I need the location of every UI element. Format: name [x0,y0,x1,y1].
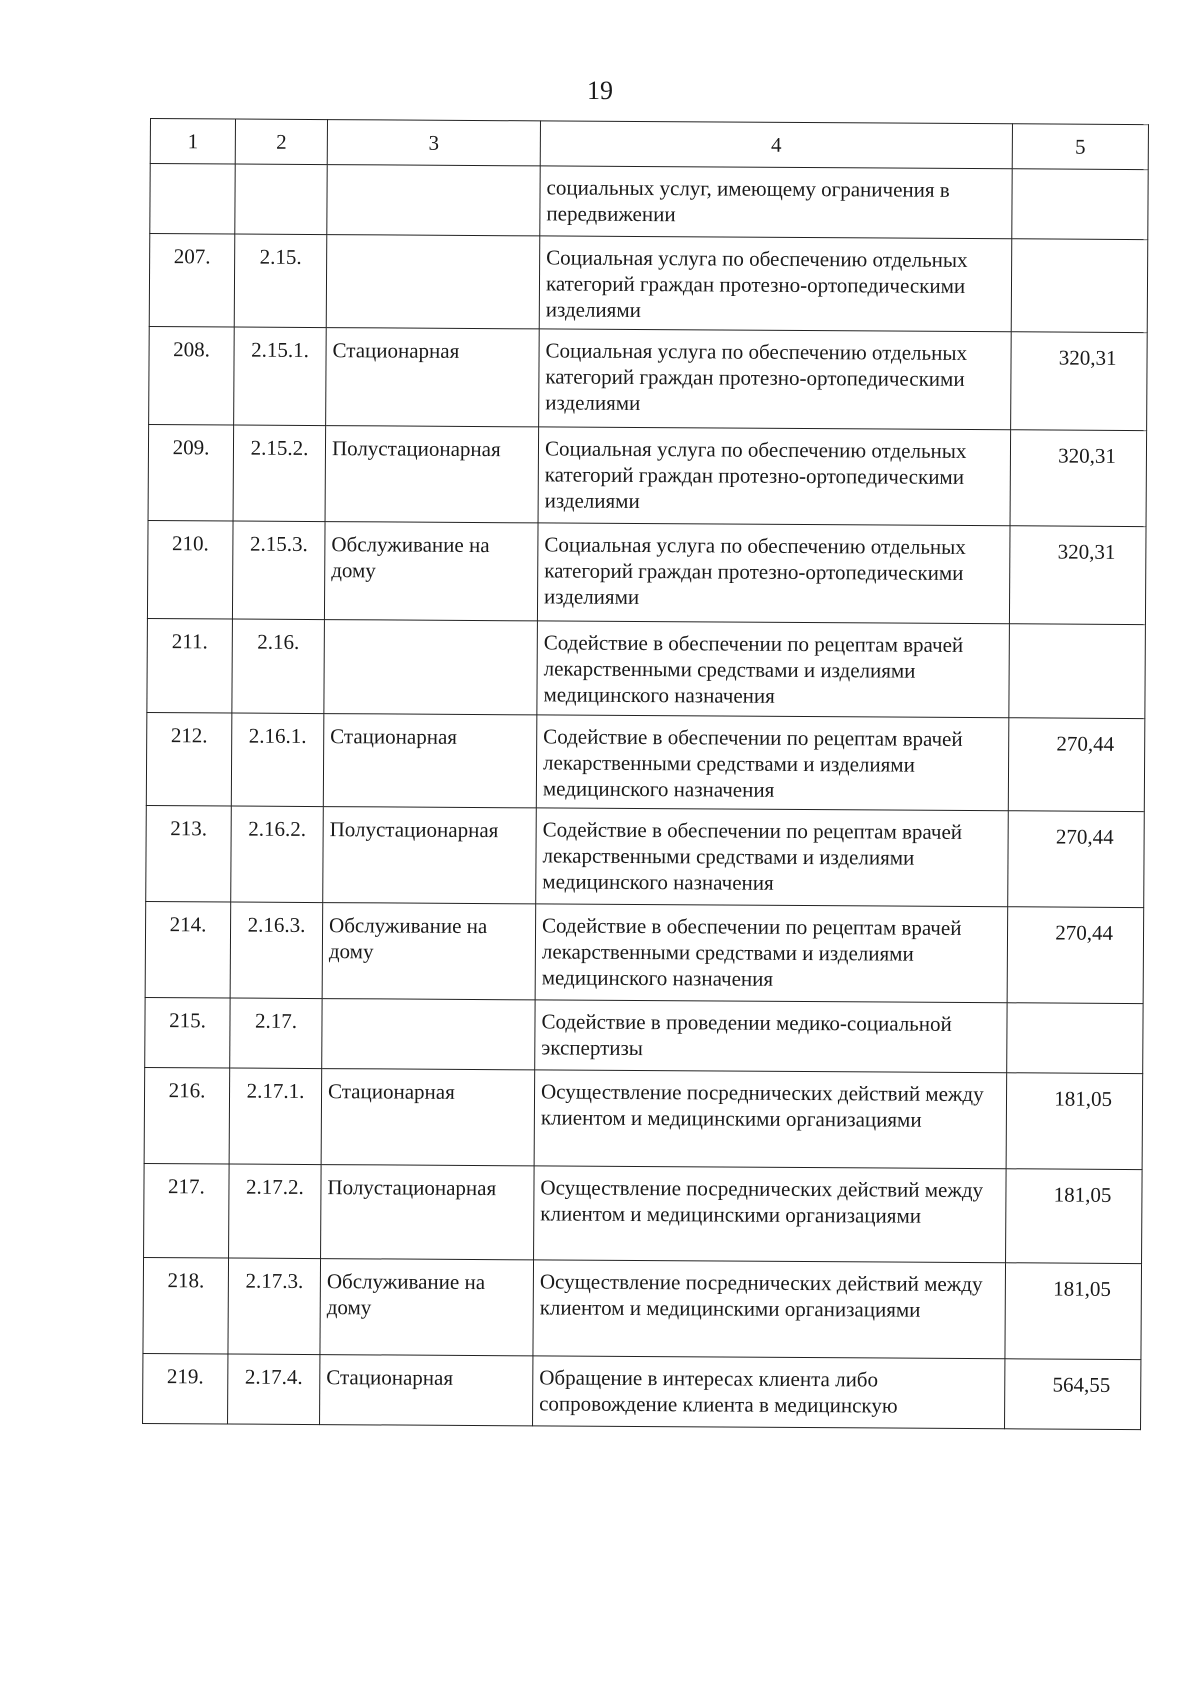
service-code: 2.17.3. [228,1258,321,1355]
row-number: 207. [149,234,235,328]
service-price [1012,169,1148,240]
service-description: Социальная услуга по обеспечению отдельных категорий граждан протезно-ортопедическими изделиями [539,329,1012,430]
service-form: Полустационарная [325,426,539,523]
column-header: 1 [150,119,235,165]
table-row [145,997,1143,1073]
table-row [148,424,1147,526]
row-number: 217. [144,1163,230,1258]
service-price: 270,44 [1008,718,1145,812]
table-row [147,618,1146,718]
service-price: 270,44 [1007,907,1144,1004]
row-number: 215. [145,997,230,1068]
row-number: 209. [148,424,234,521]
row-number: 216. [144,1067,230,1164]
table-row [150,164,1148,240]
row-number: 211. [147,618,233,713]
service-form: Стационарная [326,328,540,427]
row-number: 214. [145,901,231,998]
service-form [327,165,540,236]
table-row [143,1257,1142,1359]
service-description: Социальная услуга по обеспечению отдельных категорий граждан протезно-ортопедическими изделиями [539,236,1012,332]
service-form [324,620,538,715]
table-row [149,326,1148,430]
row-number: 212. [146,712,232,806]
service-code: 2.17.4. [228,1354,320,1425]
service-description: Осуществление посреднических действий между клиентом и медицинскими организациями [533,1260,1006,1359]
service-description: Содействие в проведении медико-социальной экспертизы [535,1000,1007,1073]
service-price [1009,624,1146,719]
service-code [235,164,327,235]
service-form: Обслуживание на дому [324,522,538,621]
service-form: Полустационарная [323,807,537,904]
service-description: Содействие в обеспечении по рецептам врачей лекарственными средствами и изделиями медицинского назначения [536,808,1009,907]
service-form [322,999,535,1070]
service-price: 320,31 [1011,332,1148,431]
table-row [143,1353,1141,1429]
service-description: социальных услуг, имеющему ограничения в передвижении [540,166,1012,239]
row-number [150,164,235,235]
service-form: Полустационарная [321,1165,535,1260]
service-price: 181,05 [1006,1169,1143,1264]
service-price: 320,31 [1010,430,1147,527]
service-form: Стационарная [321,1069,535,1166]
service-code: 2.15.3. [232,521,325,620]
column-header: 3 [327,120,540,166]
service-description: Содействие в обеспечении по рецептам врачей лекарственными средствами и изделиями медицинского назначения [536,715,1009,811]
table-row [144,1067,1143,1169]
service-code: 2.17.2. [229,1164,322,1259]
service-description: Социальная услуга по обеспечению отдельных категорий граждан протезно-ортопедическими изделиями [538,427,1011,526]
service-form [326,235,540,329]
row-number: 213. [146,805,232,902]
service-price: 564,55 [1005,1359,1141,1430]
service-code: 2.15.2. [233,425,326,522]
service-form: Обслуживание на дому [322,903,536,1000]
service-price [1011,239,1148,333]
service-form: Обслуживание на дому [320,1259,534,1356]
service-price: 181,05 [1006,1073,1143,1170]
service-form: Стационарная [320,1355,533,1426]
table-row [145,901,1144,1003]
service-description: Осуществление посреднических действий между клиентом и медицинскими организациями [534,1166,1007,1263]
row-number: 218. [143,1257,229,1354]
table-row [149,234,1148,333]
service-form: Стационарная [323,714,537,808]
service-code: 2.16.1. [231,713,324,807]
column-header: 4 [540,121,1012,169]
service-code: 2.16. [232,619,325,714]
service-description: Осуществление посреднических действий между клиентом и медицинскими организациями [534,1070,1007,1169]
row-number: 219. [143,1353,228,1424]
table-row [147,520,1146,624]
service-code: 2.16.3. [230,902,323,999]
column-header: 2 [235,119,327,165]
service-code: 2.15.1. [234,327,327,426]
service-price: 270,44 [1008,811,1145,908]
service-price: 320,31 [1009,526,1146,625]
service-description: Обращение в интересах клиента либо сопровождение клиента в медицинскую [533,1356,1005,1429]
service-code: 2.17. [230,998,322,1069]
column-header: 5 [1012,124,1148,170]
row-number: 210. [147,520,233,619]
service-price: 181,05 [1005,1263,1142,1360]
service-description: Социальная услуга по обеспечению отдельных категорий граждан протезно-ортопедическими изделиями [537,523,1010,624]
service-code: 2.16.2. [231,806,324,903]
table-row [146,712,1145,811]
page-number: 19 [587,76,613,105]
service-code: 2.17.1. [229,1068,322,1165]
tariff-table [142,118,1149,1430]
row-number: 208. [149,326,235,425]
service-description: Содействие в обеспечении по рецептам врачей лекарственными средствами и изделиями медицинского назначения [537,621,1010,718]
service-description: Содействие в обеспечении по рецептам врачей лекарственными средствами и изделиями медицинского назначения [535,904,1008,1003]
table-row [144,1163,1143,1263]
table-header-row [150,119,1148,170]
service-code: 2.15. [234,234,327,328]
table-row [146,805,1145,907]
service-price [1007,1003,1143,1074]
